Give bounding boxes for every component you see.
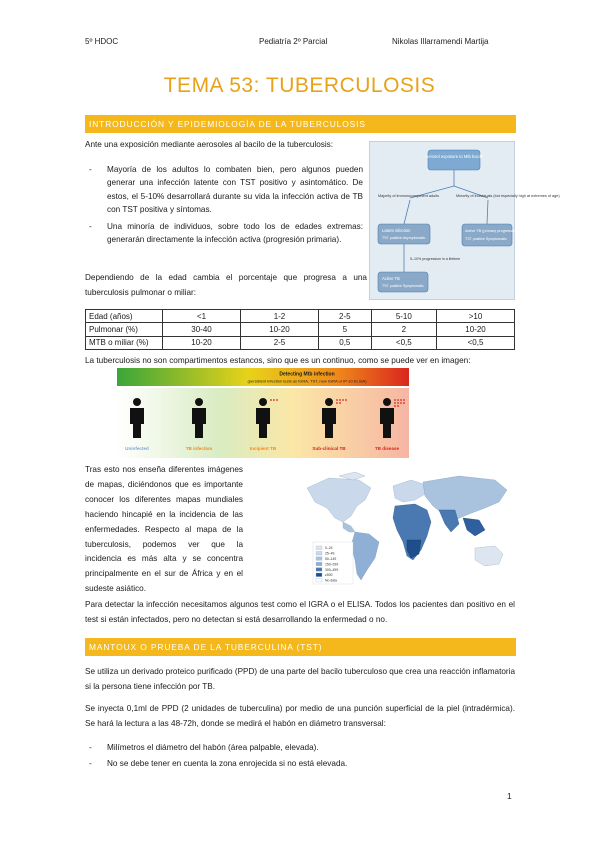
legend-label: 0–24 bbox=[325, 546, 333, 551]
legend-label: 25–49 bbox=[325, 551, 335, 556]
tb-incidence-world-map bbox=[299, 470, 514, 588]
diagram-box-active-left bbox=[378, 272, 428, 292]
table-cell: >10 bbox=[436, 310, 514, 323]
legend-swatch bbox=[316, 568, 322, 572]
stage-label: TB infection bbox=[185, 446, 213, 451]
diagram-label-latent: Latent infection bbox=[382, 228, 411, 233]
table-cell: <0,5 bbox=[371, 336, 436, 349]
legend-swatch bbox=[316, 578, 322, 582]
age-paragraph: Dependiendo de la edad cambia el porcentaje que progresa a una tuberculosis pulmonar o miliar: bbox=[85, 273, 367, 297]
intro-bullet-list bbox=[85, 163, 363, 246]
legend-swatch bbox=[316, 557, 322, 561]
diagram-label-majority: Majority of immunocompetent adults bbox=[378, 194, 439, 198]
stage-label: TB disease bbox=[374, 446, 400, 451]
header-left: 5º HDOC bbox=[85, 37, 119, 46]
intro-lead: Ante una exposición mediante aerosoles al bacilo de la tuberculosis: bbox=[85, 140, 334, 149]
table-cell: Pulmonar (%) bbox=[86, 323, 163, 336]
table-cell: 10-20 bbox=[436, 323, 514, 336]
diagram-box-latent bbox=[378, 224, 430, 244]
diagram-label-active-right: Active TB (primary progression) bbox=[465, 229, 519, 233]
legend-swatch bbox=[316, 551, 322, 555]
tb-continuum-figure bbox=[117, 368, 409, 458]
diagram-label-active-left: Active TB bbox=[382, 276, 400, 281]
legend-label: No data bbox=[325, 578, 337, 583]
maps-paragraph: Tras esto nos enseña diferentes imágenes de mapas, diciéndonos que es importante conocer los diferentes mapas mundiales haciendo hincapié en la incidencia de las enfermedades. Respecto al mapa de la tuberculosis, podemos ver que la incidencia es más alta y se concentra principalmente en el sur de África y en el sudeste asiático. bbox=[85, 465, 243, 594]
legend-label: 150–299 bbox=[325, 562, 339, 567]
page-title: TEMA 53: TUBERCULOSIS bbox=[163, 74, 436, 97]
stage-label: Sub-clinical TB bbox=[312, 446, 346, 451]
table-cell: 1-2 bbox=[240, 310, 318, 323]
page-number: 1 bbox=[507, 791, 512, 801]
table-cell: Edad (años) bbox=[86, 310, 163, 323]
table-cell: 10-20 bbox=[163, 336, 241, 349]
continuum-paragraph: La tuberculosis no son compartimentos estancos, sino que es un continuo, como se puede ver en imagen: bbox=[85, 356, 471, 365]
mantoux-paragraph-2: Se inyecta 0,1ml de PPD (2 unidades de tuberculina) por medio de una punción superficial de la piel (intradérmica). Se hará la lectura a las 48-72h, donde se medirá el habón en diámetro transversal: bbox=[85, 704, 515, 728]
list-item: - No se debe tener en cuenta la zona enrojecida si no está elevada. bbox=[85, 757, 515, 770]
banner-subtitle: (persistent infection tests as IGRA, TST, new IGRA or IP-10 ELISA) bbox=[247, 378, 367, 384]
table-cell: 10-20 bbox=[240, 323, 318, 336]
diagram-label-active-right-sub: TST positive Symptomatic bbox=[465, 237, 507, 241]
detection-paragraph: Para detectar la infección necesitamos algunos test como el IGRA o el ELISA. Todos los pacientes dan positivo en el test si están infectados, pero no detectan si está desarrollando la enfermedad o no. bbox=[85, 600, 515, 624]
diagram-label-latent-sub: TST positive Asymptomatic bbox=[382, 236, 426, 240]
table-cell: 2 bbox=[371, 323, 436, 336]
section-heading-mantoux: MANTOUX O PRUEBA DE LA TUBERCULINA (TST) bbox=[85, 638, 516, 656]
legend-label: 50–149 bbox=[325, 557, 337, 561]
table-row bbox=[86, 323, 515, 336]
list-item: - Mayoría de los adultos lo combaten bien, pero algunos pueden generar una infección latente con TST positivo y asintomático. De estos, el 5-10% desarrollará durante su vida la infección activa de TB con TST positiva y síntomas. bbox=[85, 163, 363, 217]
mantoux-bullet-list bbox=[85, 741, 515, 771]
table-cell: 2-5 bbox=[318, 310, 371, 323]
legend-swatch bbox=[316, 546, 322, 550]
age-progression-table bbox=[85, 309, 515, 350]
tb-progression-diagram bbox=[369, 141, 560, 300]
diagram-label-active-left-sub: TST positive Symptomatic bbox=[382, 284, 424, 288]
stage-label: Incipient TB bbox=[249, 446, 277, 451]
header-right: Nikolas Illarramendi Martija bbox=[392, 37, 489, 46]
section-heading-intro: INTRODUCCIÓN Y EPIDEMIOLOGÍA DE LA TUBERCULOSIS bbox=[85, 115, 516, 133]
stage-label: Uninfected bbox=[125, 446, 149, 451]
table-cell: MTB o miliar (%) bbox=[86, 336, 163, 349]
header-center: Pediatría 2º Parcial bbox=[259, 37, 328, 46]
diagram-label-progression: 5–10% progression in a lifetime bbox=[410, 257, 461, 261]
table-cell: 2-5 bbox=[240, 336, 318, 349]
table-cell: 30-40 bbox=[163, 323, 241, 336]
table-row bbox=[86, 310, 515, 323]
table-cell: <0,5 bbox=[436, 336, 514, 349]
list-item: - Una minoría de individuos, sobre todo los de edades extremas: generarán directamente la infección activa (progresión primaria). bbox=[85, 220, 363, 247]
table-cell: 5 bbox=[318, 323, 371, 336]
diagram-box-active-right bbox=[462, 224, 512, 246]
list-item: - Milímetros el diámetro del habón (área palpable, elevada). bbox=[85, 741, 515, 754]
banner-title: Detecting Mtb infection bbox=[279, 371, 335, 378]
diagram-label-minority: Minority of individuals (but especially high at extremes of age) bbox=[456, 194, 560, 198]
table-cell: <1 bbox=[163, 310, 241, 323]
diagram-box-aerosol bbox=[428, 150, 480, 170]
diagram-label-aerosol: Aerosol exposure to Mtb bacilli bbox=[425, 154, 483, 159]
table-row bbox=[86, 336, 515, 349]
legend-label: ≥500 bbox=[325, 573, 333, 578]
legend-label: 300–499 bbox=[325, 567, 339, 572]
mantoux-paragraph-1: Se utiliza un derivado proteico purificado (PPD) de una parte del bacilo tuberculoso que crea una reacción inflamatoria si la persona tiene infección por TB. bbox=[85, 667, 515, 691]
table-cell: 0,5 bbox=[318, 336, 371, 349]
legend-swatch bbox=[316, 573, 322, 577]
legend-swatch bbox=[316, 562, 322, 566]
table-cell: 5-10 bbox=[371, 310, 436, 323]
